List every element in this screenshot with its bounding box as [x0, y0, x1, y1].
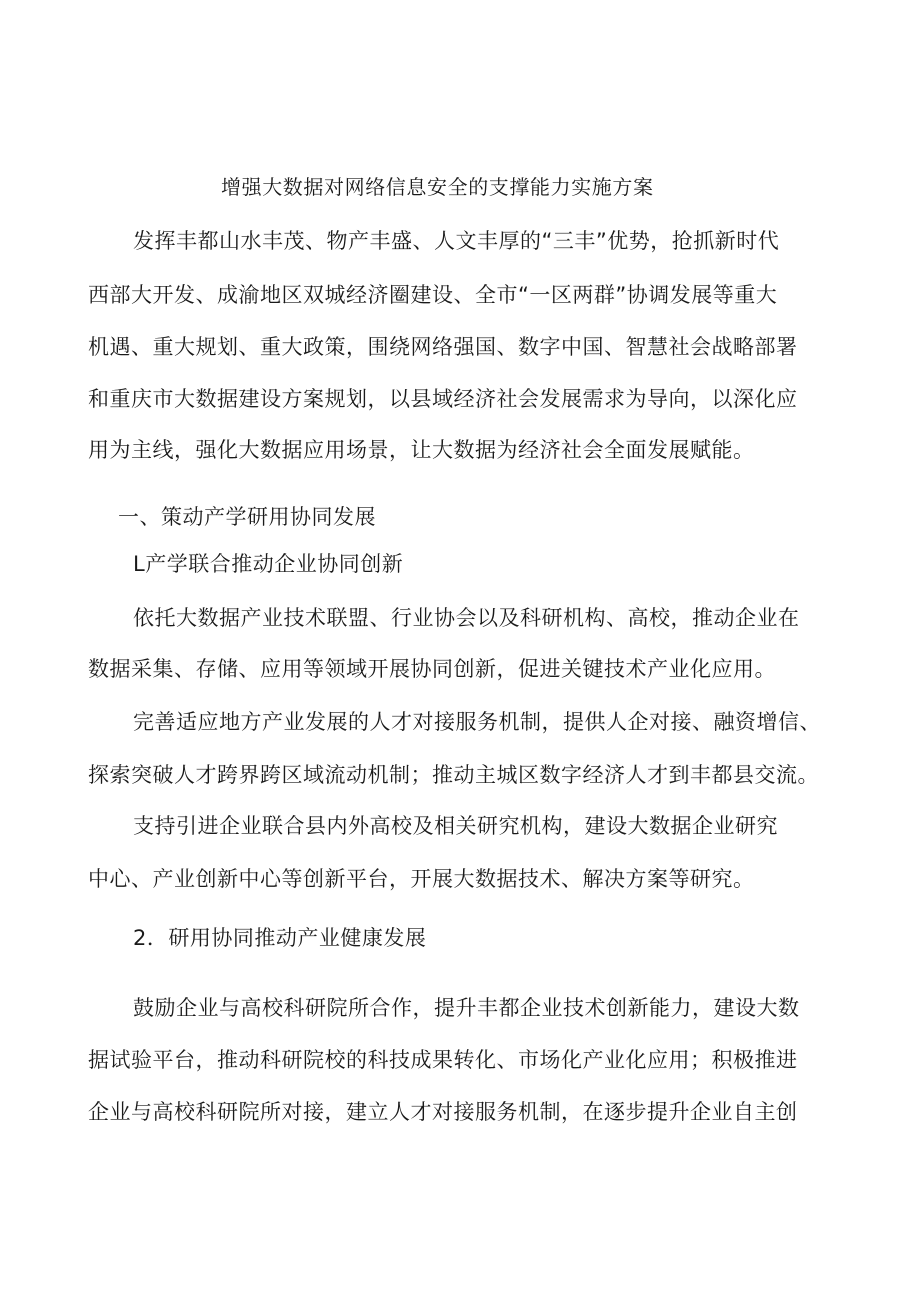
paragraph-line: 中心、产业创新中心等创新平台，开展大数据技术、解决方案等研究。 [88, 867, 755, 891]
section-heading: 一、策动产学研用协同发展 [118, 505, 376, 529]
paragraph-line: 数据采集、存储、应用等领域开展协同创新，促进关键技术产业化应用。 [88, 657, 776, 681]
subsection-heading: 2．研用协同推动产业健康发展 [133, 926, 427, 950]
paragraph-line: 据试验平台，推动科研院校的科技成果转化、市场化产业化应用；积极推进 [88, 1048, 798, 1072]
paragraph-line: 机遇、重大规划、重大政策，围绕网络强国、数字中国、智慧社会战略部署 [88, 335, 798, 359]
paragraph-line: 西部大开发、成渝地区双城经济圈建设、全市“一区两群”协调发展等重大 [88, 283, 778, 307]
document-title: 增强大数据对网络信息安全的支撑能力实施方案 [221, 175, 654, 199]
paragraph-line: 依托大数据产业技术联盟、行业协会以及科研机构、高校，推动企业在 [133, 606, 800, 630]
paragraph-line: 探索突破人才跨界跨区域流动机制；推动主城区数字经济人才到丰都县交流。 [88, 763, 819, 787]
subsection-heading: L产学联合推动企业协同创新 [133, 552, 404, 576]
paragraph-line: 完善适应地方产业发展的人才对接服务机制，提供人企对接、融资增信、 [133, 710, 821, 734]
paragraph-line: 和重庆市大数据建设方案规划，以县域经济社会发展需求为导向，以深化应 [88, 387, 798, 411]
paragraph-line: 鼓励企业与高校科研院所合作，提升丰都企业技术创新能力，建设大数 [133, 996, 800, 1020]
paragraph-line: 企业与高校科研院所对接，建立人才对接服务机制，在逐步提升企业自主创 [88, 1100, 798, 1124]
paragraph-line: 用为主线，强化大数据应用场景，让大数据为经济社会全面发展赋能。 [88, 438, 755, 462]
paragraph-line: 发挥丰都山水丰茂、物产丰盛、人文丰厚的“三丰”优势，抢抓新时代 [133, 229, 780, 253]
paragraph-line: 支持引进企业联合县内外高校及相关研究机构，建设大数据企业研究 [133, 814, 778, 838]
